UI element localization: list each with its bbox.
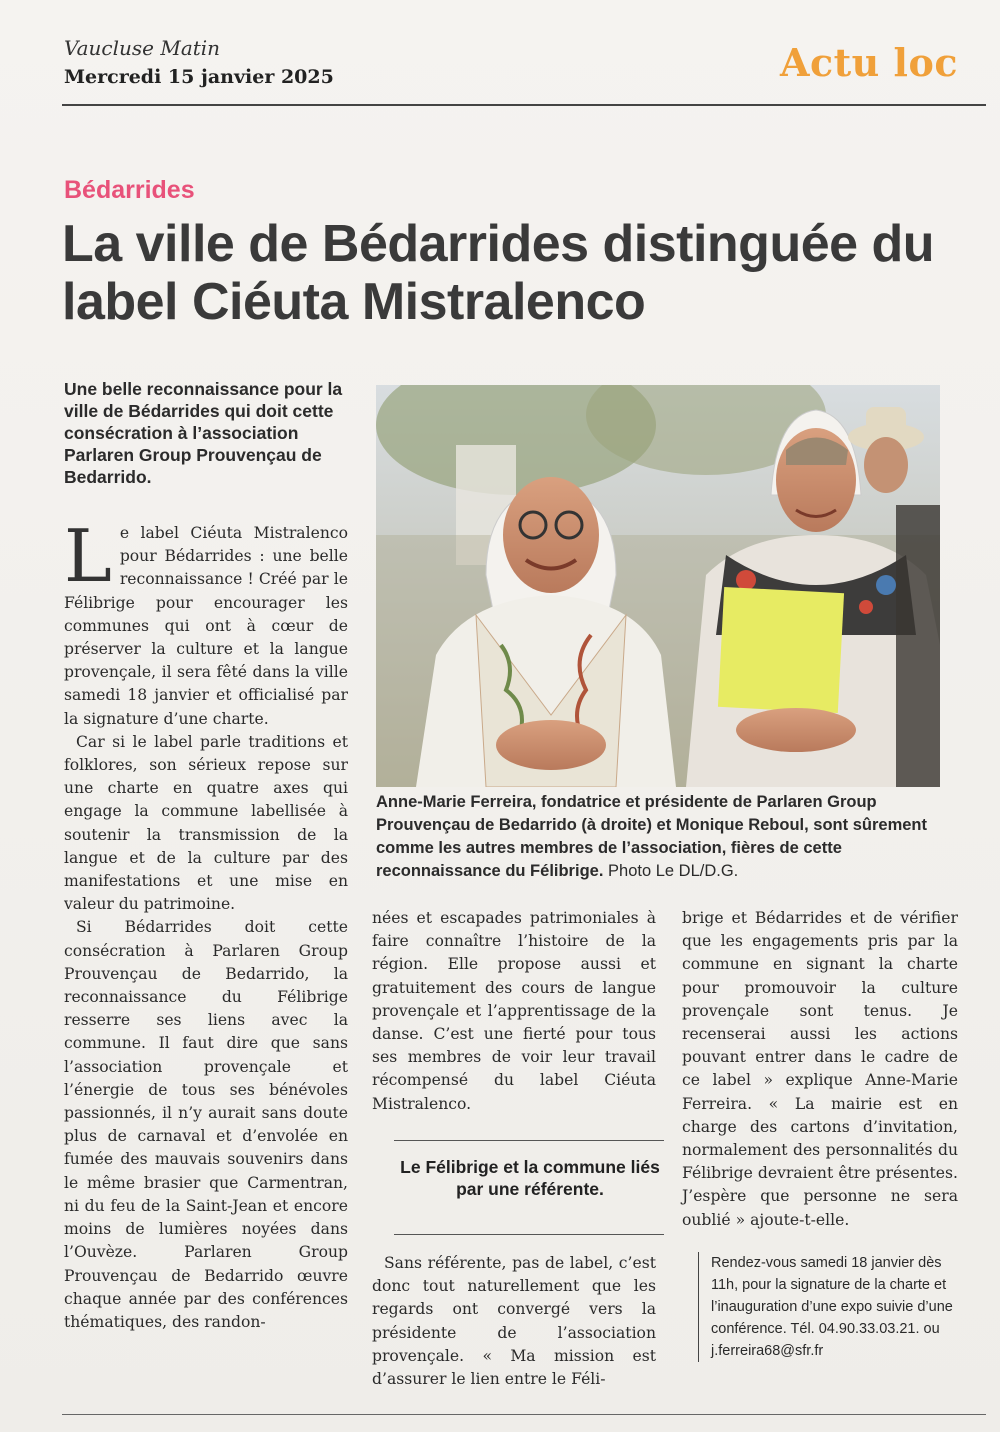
paragraph-6: brige et Bédarrides et de vérifier que les engagements pris par la commune en signant la charte pour promouvoir la culture provençale sont tenus. Je recenserai aussi les actions pouvant entrer dans le cadre de ce label » explique Anne-Marie Ferreira. « La mairie est en charge des cartons d’invitation, normalement des personnalités du Félibrige devraient être présentes. J’espère que personne ne sera oublié » ajoute-t-elle. [682, 909, 958, 1229]
subhead-top-rule [394, 1140, 664, 1141]
section-title: Actu loc [780, 40, 958, 85]
paragraph-1 [64, 514, 348, 731]
article-column-2a [372, 907, 656, 1116]
paragraph-1-text: e label Ciéuta Mistralenco pour Bédarrides : une belle reconnaissance ! Créé par le Félibrige pour encourager les communes qui ont à cœur de préserver la culture et la langue provençale, il sera fêté dans la ville samedi 18 janvier et officialisé par la signature d’une charte. [64, 524, 348, 728]
subhead-bottom-rule [394, 1234, 664, 1235]
paragraph-2: Car si le label parle traditions et folklores, son sérieux repose sur une charte en quatre axes qui engage la commune labellisée à soutenir la transmission de la langue et de la culture par des manifestations et une mise en valeur du patrimoine. [64, 732, 348, 914]
article-kicker: Bédarrides [64, 176, 195, 204]
paragraph-3: Si Bédarrides doit cette consécration à Parlaren Group Prouvençau de Bedarrido, la reconnaissance du Félibrige resserre ses liens avec la commune. Il faut dire que sans l’association provençale et l’énergie de tous ses bénévoles passionnés, il n’y aurait sans doute plus de carnaval et d’envolée en fumée des mauvais souvenirs dans le même brasier que Carmentran, ni du feu de la Saint-Jean et encore moins de lumières noyées dans l’Ouvèze. Parlaren Group Prouvençau de Bedarrido œuvre chaque année par des conférences thématiques, des randon- [64, 918, 348, 1331]
article-headline: La ville de Bédarrides distinguée du label Ciéuta Mistralenco [62, 215, 935, 331]
paragraph-4: nées et escapades patrimoniales à faire connaître l’histoire de la région. Elle propose aussi et gratuitement des cours de langue provençale et l’apprentissage de la danse. C’est une fierté pour tous ses membres de voir leur travail récompensé du label Ciéuta Mistralenco. [372, 909, 656, 1113]
article-column-2b [372, 1252, 656, 1391]
article-photo [376, 385, 940, 787]
drop-cap: L [64, 514, 112, 598]
article-lead: Une belle reconnaissance pour la ville de Bédarrides qui doit cette consécration à l’association Parlaren Group Prouvençau de Bedarrido. [64, 379, 343, 487]
article-column-3 [682, 907, 958, 1232]
article-column-1 [64, 514, 348, 1334]
photo-credit: Photo Le DL/D.G. [608, 862, 739, 880]
publication-name: Vaucluse Matin [64, 36, 221, 60]
header-divider [62, 104, 986, 106]
footer-divider [62, 1414, 986, 1415]
article-subheading: Le Félibrige et la commune liés par une référente. [400, 1157, 660, 1199]
paragraph-5: Sans référente, pas de label, c’est donc tout naturellement que les regards ont convergé vers la présidente de l’association provençale. « Ma mission est d’assurer le lien entre le Féli- [372, 1254, 656, 1389]
publication-date: Mercredi 15 janvier 2025 [64, 66, 334, 88]
caption-text: Anne-Marie Ferreira, fondatrice et présidente de Parlaren Group Prouvençau de Bedarrido (à droite) et Monique Reboul, sont sûrement comme les autres membres de l’association, fières de cette reconnaissance du Félibrige. [376, 793, 927, 880]
photo-caption [376, 791, 956, 883]
practical-info-box: Rendez-vous samedi 18 janvier dès 11h, pour la signature de la charte et l’inauguration d’une expo suivie d’une conférence. Tél. 04.90.33.03.21. ou j.ferreira68@sfr.fr [698, 1252, 966, 1362]
